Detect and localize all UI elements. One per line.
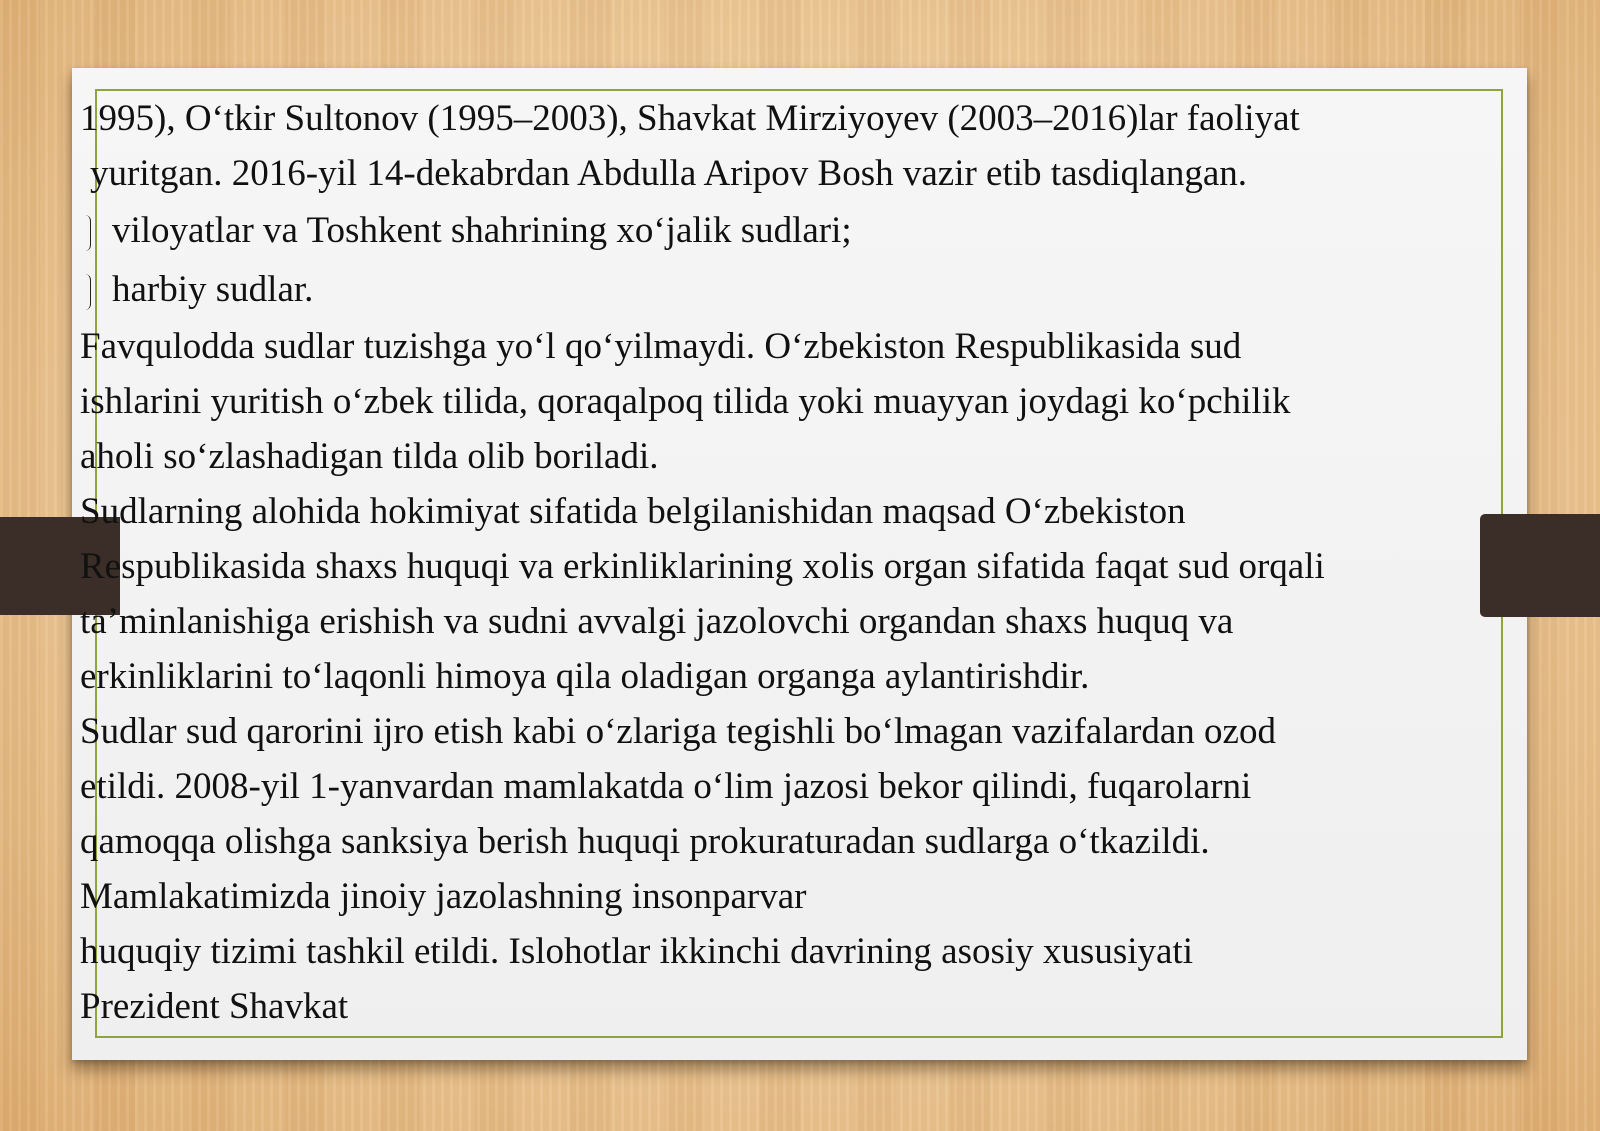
paragraph-line: qamoqqa olishga sanksiya berish huquqi prokuraturadan sudlarga o‘tkazildi. <box>80 821 1210 862</box>
bracket-bullet-icon <box>85 274 91 310</box>
text-line-1: 1995), O‘tkir Sultonov (1995–2003), Shavkat Mirziyoyev (2003–2016)lar faoliyat <box>80 98 1300 139</box>
paragraph-line: ta’minlanishiga erishish va sudni avvalgi jazolovchi organdan shaxs huquq va <box>80 601 1234 642</box>
paragraph-line: Sudlar sud qarorini ijro etish kabi o‘zlariga tegishli bo‘lmagan vazifalardan ozod <box>80 711 1276 752</box>
bullet-item-2 <box>80 260 1500 319</box>
paragraph-line: huquqiy tizimi tashkil etildi. Islohotlar ikkinchi davrining asosiy xususiyati <box>80 931 1193 972</box>
paragraph-line: etildi. 2008-yil 1-yanvardan mamlakatda o‘lim jazosi bekor qilindi, fuqarolarni <box>80 766 1252 807</box>
paragraph-line: Prezident Shavkat <box>80 986 349 1027</box>
paragraph-line: ishlarini yuritish o‘zbek tilida, qoraqalpoq tilida yoki muayyan joydagi ko‘pchilik <box>80 381 1291 422</box>
bullet-item-1 <box>80 201 1500 260</box>
paragraph-line: Mamlakatimizda jinoiy jazolashning insonparvar <box>80 876 807 917</box>
paragraph-line: erkinliklarini to‘laqonli himoya qila oladigan organga aylantirishdir. <box>80 656 1090 697</box>
text-line-2: yuritgan. 2016-yil 14-dekabrdan Abdulla Aripov Bosh vazir etib tasdiqlangan. <box>90 153 1248 194</box>
bracket-bullet-icon <box>85 215 91 251</box>
paragraph-line: Respublikasida shaxs huquqi va erkinliklarining xolis organ sifatida faqat sud orqali <box>80 546 1325 587</box>
paragraph-line: Sudlarning alohida hokimiyat sifatida belgilanishidan maqsad O‘zbekiston <box>80 491 1186 532</box>
bullet-item-1-text: viloyatlar va Toshkent shahrining xo‘jalik sudlari; <box>112 210 852 251</box>
paragraph-line: aholi so‘zlashadigan tilda olib boriladi. <box>80 436 659 477</box>
bullet-item-2-text: harbiy sudlar. <box>112 269 314 310</box>
slide-text-body <box>80 91 1500 1034</box>
paragraph-line: Favqulodda sudlar tuzishga yo‘l qo‘yilmaydi. O‘zbekiston Respublikasida sud <box>80 326 1242 367</box>
